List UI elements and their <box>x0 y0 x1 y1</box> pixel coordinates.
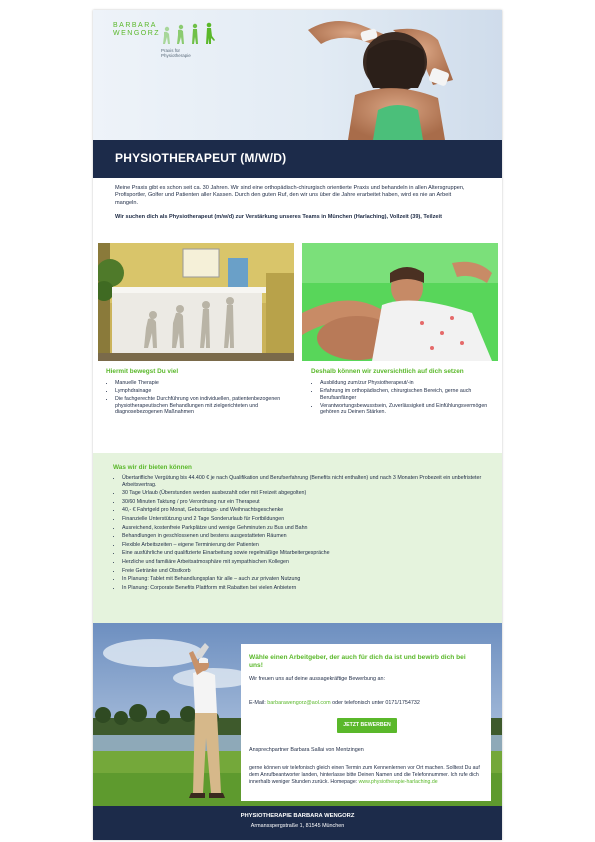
contact-person: Ansprechpartner Barbara Sallai von Mentzingen <box>249 747 364 753</box>
requirements-heading: Deshalb können wir zuversichtlich auf dich setzen <box>311 368 464 375</box>
list-item: • Herzliche und familiäre Arbeitsatmosphäre mit sympathischen Kollegen <box>122 559 497 566</box>
apply-now-button[interactable]: JETZT BEWERBEN <box>337 718 397 733</box>
list-item: • Eine ausführliche und qualifizierte Einarbeitung sowie regelmäßige Mitarbeitergespräche <box>122 550 497 557</box>
therapy-photo <box>302 243 498 361</box>
list-item: • Übertarifliche Vergütung bis 44.400 € je nach Qualifikation und Berufserfahrung (Benefits nicht enthalten) und nach 3 Monaten Probezeit ein unbefristeter Arbeitsvertrag. <box>122 475 497 488</box>
list-item: • 40,- € Fahrtgeld pro Monat, Geburtstags- und Weihnachtsgeschenke <box>122 507 497 514</box>
apply-card <box>241 644 491 801</box>
intro-text <box>115 185 475 229</box>
hero-banner <box>93 10 502 140</box>
footer-company: PHYSIOTHERAPIE BARBARA WENGORZ <box>240 813 355 819</box>
list-item: • Erfahrung im orthopädischen, chirurgischen Bereich, gerne auch Berufsanfänger <box>320 388 491 401</box>
footer-address: Armansspergstraße 1, 81545 München <box>250 823 345 829</box>
intro-paragraph: Meine Praxis gibt es schon seit ca. 30 Jahren. Wir sind eine orthopädisch-chirurgisch orientierte Praxis und behandeln in allen Altersgruppen, Profisportler, Golfer und Patienten aller Kassen. Durch den guten Ruf, den wir uns über die Jahre erarbeitet haben, wird es nie an Arbeit mangeln. <box>115 185 465 206</box>
apply-section <box>93 623 502 806</box>
list-item: • 30 Tage Urlaub (Überstunden werden ausbezahlt oder mit Freizeit abgegolten) <box>122 490 497 497</box>
homepage-link[interactable]: www.physiotherapie-harlaching.de <box>358 778 438 785</box>
therapy-photo-image <box>302 243 498 361</box>
list-item: • Die fachgerechte Durchführung von individuellen, patientenbezogenen physiotherapeutischen Behandlungen mit zielgerichteten und diagnosebezogenen Maßnahmen <box>115 396 286 416</box>
list-item: • Finanzielle Unterstützung und 2 Tage Sonderurlaub für Fortbildungen <box>122 516 497 523</box>
tasks-list <box>106 380 286 416</box>
list-item: • In Planung: Tablet mit Behandlungsplan für alle – auch zur privaten Nutzung <box>122 576 497 583</box>
apply-intro: Wir freuen uns auf deine aussagekräftige Bewerbung an: <box>249 676 386 682</box>
list-item: • Flexible Arbeitszeiten – eigene Terminierung der Patienten <box>122 542 497 549</box>
list-item: • Manuelle Therapie <box>115 380 286 387</box>
job-ad-page <box>93 10 502 840</box>
tasks-column <box>106 368 286 417</box>
list-item: • Ausbildung zum/zur Physiotherapeut/-in <box>320 380 491 387</box>
apply-heading: Wähle einen Arbeitgeber, der auch für dich da ist und bewirb dich bei uns! <box>249 654 466 670</box>
list-item: • Ausreichend, kostenfreie Parkplätze und wenige Gehminuten zu Bus und Bahn <box>122 525 497 532</box>
list-item: • Verantwortungsbewusstsein, Zuverlässigkeit und Einfühlungsvermögen gehören zu Deinen Stärken. <box>320 403 491 416</box>
tasks-heading: Hiermit bewegst Du viel <box>106 368 179 375</box>
hero-photo-woman-stretching <box>93 10 502 140</box>
logo-name: BARBARA WENGORZ <box>113 22 161 37</box>
list-item: • In Planung: Corporate Benefits Plattform mit Rabatten bei vielen Anbietern <box>122 585 497 592</box>
requirements-column <box>311 368 491 417</box>
intro-highlight: Wir suchen dich als Physiotherapeut (m/w/d) zur Verstärkung unseres Teams in München (Harlaching), Vollzeit (39), Teilzeit <box>115 214 442 221</box>
page-title: PHYSIOTHERAPEUT (M/W/D) <box>115 151 287 165</box>
list-item: • Freie Getränke und Obstkorb <box>122 568 497 575</box>
list-item: • Lymphdrainage <box>115 388 286 395</box>
contact-line: E-Mail: barbarawengorz@aol.com oder telefonisch unter 0171/1754732 <box>249 700 420 706</box>
benefits-heading: Was wir dir bieten können <box>113 464 192 471</box>
list-item: • Behandlungen in geschlossenen und bestens ausgestatteten Räumen <box>122 533 497 540</box>
benefits-section <box>93 453 502 623</box>
benefits-list <box>113 475 497 593</box>
apply-note: gerne können wir telefonisch gleich einen Termin zum Kennenlernen vor Ort machen. Solltest Du auf dem Anrufbeantworter landen, hinterlasse bitte Deinen Namen und die Telefonnummer. Ich rufe dich innerhalb weniger Stunden zurück. Homepage: www.physiotherapie-harlaching.de <box>249 765 480 785</box>
reception-photo <box>98 243 294 361</box>
logo-subtitle: Praxis für Physiotherapie <box>161 48 191 58</box>
requirements-list <box>311 380 491 416</box>
title-bar <box>93 140 502 178</box>
email-link[interactable]: barbarawengorz@aol.com <box>267 700 331 706</box>
list-item: • 30/60 Minuten Taktung / pro Verordnung nur ein Therapeut <box>122 499 497 506</box>
footer <box>93 806 502 840</box>
reception-photo-image <box>98 243 294 361</box>
